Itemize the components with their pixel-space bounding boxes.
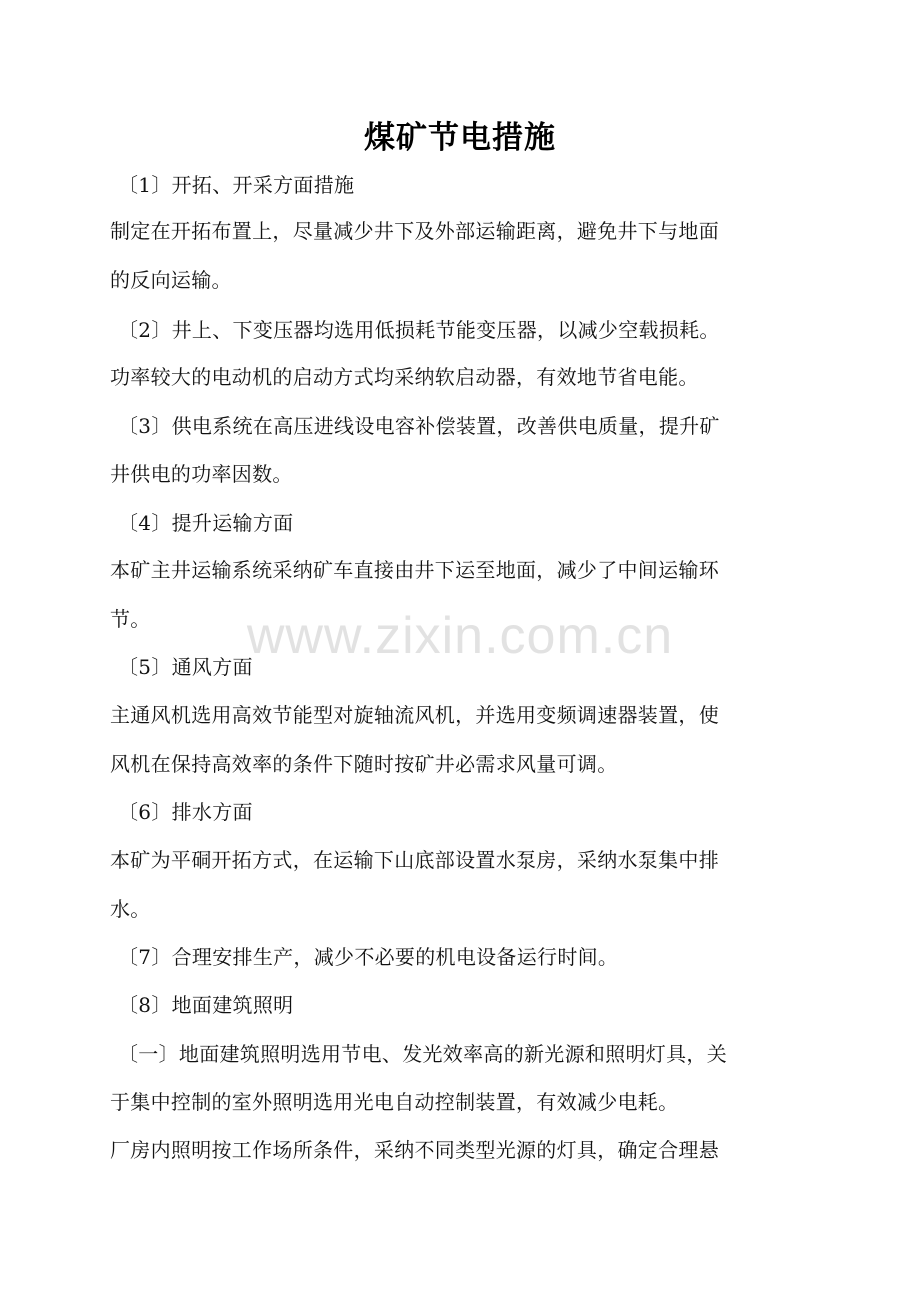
text-line-17: 〔7〕合理安排生产，减少不必要的机电设备运行时间。 xyxy=(118,945,619,969)
text-line-8: 〔4〕提升运输方面 xyxy=(118,511,294,535)
text-line-16: 水。 xyxy=(110,897,151,921)
text-line-11: 〔5〕通风方面 xyxy=(118,655,253,679)
text-line-7: 井供电的功率因数。 xyxy=(110,462,293,486)
text-line-14: 〔6〕排水方面 xyxy=(118,800,253,824)
text-line-4: 〔2〕井上、下变压器均选用低损耗节能变压器，以减少空载损耗。 xyxy=(118,318,720,342)
text-line-6: 〔3〕供电系统在高压进线设电容补偿装置，改善供电质量，提升矿 xyxy=(118,414,720,438)
text-line-2: 制定在开拓布置上，尽量减少井下及外部运输距离，避免井下与地面 xyxy=(110,219,719,243)
text-line-10: 节。 xyxy=(110,607,151,631)
watermark-text: www.zixin.com.cn xyxy=(246,607,674,665)
text-line-20: 于集中控制的室外照明选用光电自动控制装置，有效减少电耗。 xyxy=(110,1090,679,1114)
text-line-12: 主通风机选用高效节能型对旋轴流风机，并选用变频调速器装置，使 xyxy=(110,703,719,727)
text-line-1: 〔1〕开拓、开采方面措施 xyxy=(118,173,355,197)
text-line-21: 厂房内照明按工作场所条件，采纳不同类型光源的灯具，确定合理悬 xyxy=(110,1138,719,1162)
text-line-15: 本矿为平硐开拓方式，在运输下山底部设置水泵房，采纳水泵集中排 xyxy=(110,848,719,872)
text-line-9: 本矿主井运输系统采纳矿车直接由井下运至地面，减少了中间运输环 xyxy=(110,558,719,582)
text-line-13: 风机在保持高效率的条件下随时按矿井必需求风量可调。 xyxy=(110,752,618,776)
text-line-19: 〔一〕地面建筑照明选用节电、发光效率高的新光源和照明灯具，关 xyxy=(118,1042,727,1066)
text-line-3: 的反向运输。 xyxy=(110,268,232,292)
text-line-18: 〔8〕地面建筑照明 xyxy=(118,993,294,1017)
text-line-5: 功率较大的电动机的启动方式均采纳软启动器，有效地节省电能。 xyxy=(110,365,699,389)
document-title: 煤矿节电措施 xyxy=(364,120,556,156)
